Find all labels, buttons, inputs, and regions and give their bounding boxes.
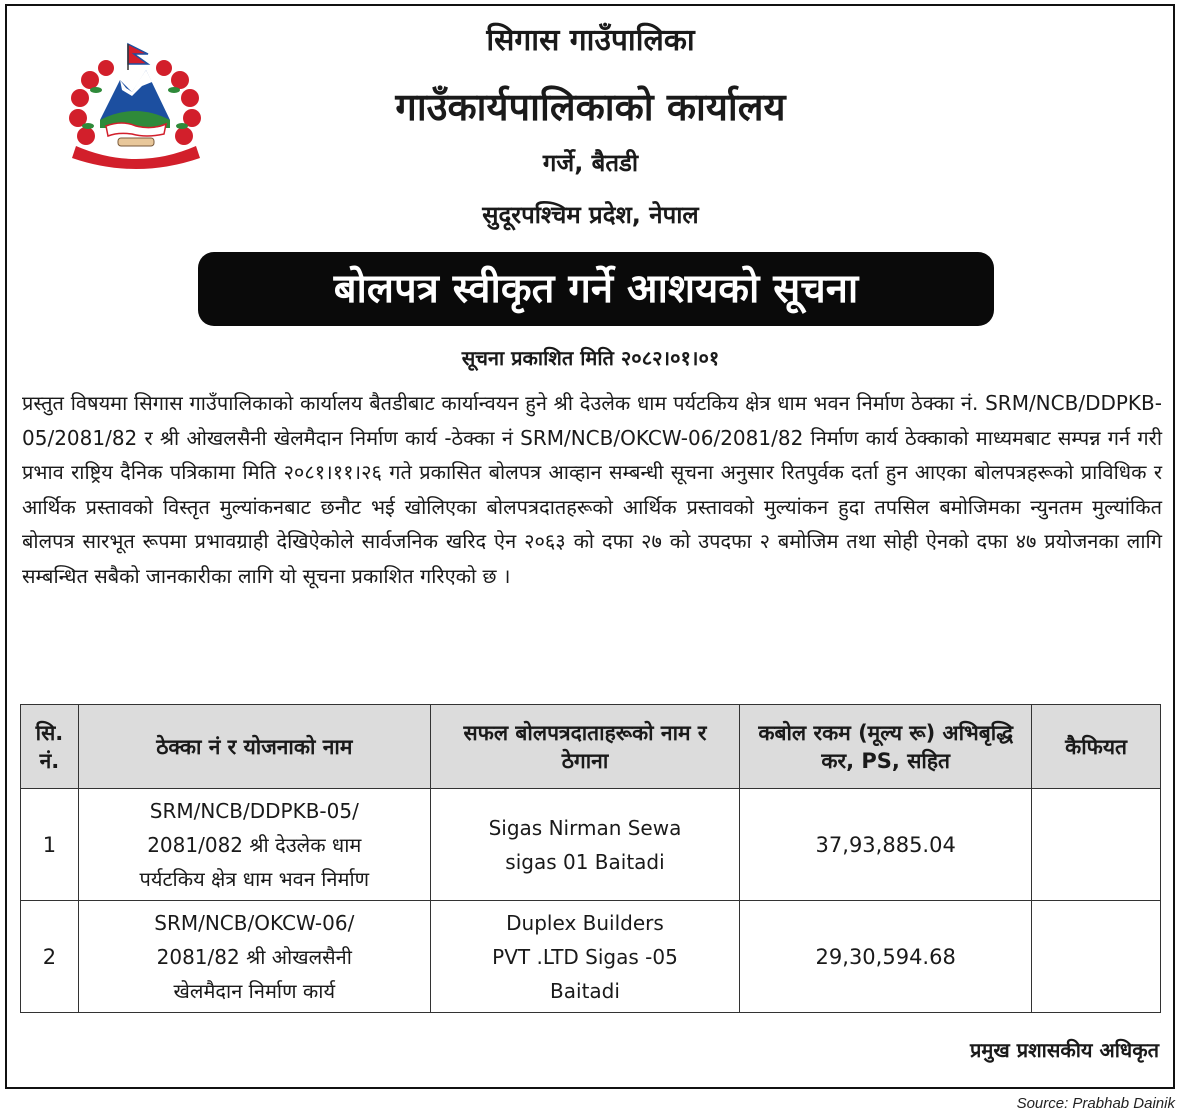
contract-line: पर्यटकिय क्षेत्र धाम भवन निर्माण	[139, 866, 370, 891]
bidder-line: Duplex Builders	[506, 910, 664, 935]
department-name: गाउँकार्यपालिकाको कार्यालय	[395, 85, 786, 129]
contract-line: खेलमैदान निर्माण कार्य	[173, 978, 336, 1003]
bidder-line: Baitadi	[550, 978, 620, 1003]
contract-line: SRM/NCB/OKCW-06/	[154, 910, 355, 935]
header-amount: कबोल रकम (मूल्य रू) अभिबृद्धि कर, PS, सहित	[740, 705, 1032, 789]
contract-line: 2081/082 श्री देउलेक धाम	[147, 832, 362, 857]
bidder-line: PVT .LTD Sigas -05	[492, 944, 678, 969]
bidder-line: Sigas Nirman Sewa	[488, 815, 682, 840]
contract-line: SRM/NCB/DDPKB-05/	[149, 798, 359, 823]
row-sn: 2	[21, 901, 79, 1013]
row-contract	[78, 901, 430, 1013]
source-credit: Source: Prabhab Dainik	[1016, 1095, 1175, 1112]
publication-date: सूचना प्रकाशित मिति २०८२।०१।०१	[461, 346, 720, 370]
signatory-title: प्रमुख प्रशासकीय अधिकृत	[970, 1038, 1159, 1062]
header-bidder: सफल बोलपत्रदाताहरूको नाम र ठेगाना	[430, 705, 740, 789]
header-contract: ठेक्का नं र योजनाको नाम	[78, 705, 430, 789]
address-line-1: गर्जे, बैतडी	[542, 149, 639, 177]
table-header-row	[21, 705, 1161, 789]
row-contract	[78, 789, 430, 901]
notice-body: प्रस्तुत विषयमा सिगास गाउँपालिकाको कार्यालय बैतडीबाट कार्यान्वयन हुने श्री देउलेक धाम पर्यटकिय क्षेत्र धाम भवन निर्माण ठेक्का नं. SRM/NCB/DDPKB-05/2081/82 र श्री ओखलसैनी खेलमैदान निर्माण कार्य -ठेक्का नं SRM/NCB/OKCW-06/2081/82 निर्माण कार्य ठेक्काको माध्यमबाट सम्पन्न गर्न गरी प्रभाव राष्ट्रिय दैनिक पत्रिकामा मिति २०८१।११।२६ गते प्रकासित बोलपत्र आव्हान सम्बन्धी सूचना अनुसार रितपुर्वक दर्ता हुन आएका बोलपत्रहरूको प्राविधिक र आर्थिक प्रस्तावको विस्तृत मुल्यांकनबाट छनौट भई खोलिएका बोलपत्रदातहरूको आर्थिक प्रस्तावको मुल्यांकन हुदा तपसिल बमोजिमका न्युनतम मुल्यांकित बोलपत्र सारभूत रूपमा प्रभावग्राही देखिऐकोले सार्वजनिक खरिद ऐन २०६३ को दफा २७ को उपदफा २ बमोजिम तथा सोही ऐनको दफा ४७ प्रयोजनका लागि सम्बन्धित सबैको जानकारीका लागि यो सूचना प्रकाशित गरिएको छ ।	[22, 391, 1162, 588]
office-name: सिगास गाउँपालिका	[486, 23, 695, 58]
row-amount: 29,30,594.68	[740, 901, 1032, 1013]
notice-title: बोलपत्र स्वीकृत गर्ने आशयको सूचना	[198, 252, 994, 326]
header-sn: सि. नं.	[21, 705, 79, 789]
row-remarks	[1032, 901, 1161, 1013]
tender-table	[20, 704, 1161, 1013]
row-bidder	[430, 789, 740, 901]
header-remarks: कैफियत	[1032, 705, 1161, 789]
table-row	[21, 901, 1161, 1013]
row-remarks	[1032, 789, 1161, 901]
row-amount: 37,93,885.04	[740, 789, 1032, 901]
row-bidder	[430, 901, 740, 1013]
address-line-2: सुदूरपश्चिम प्रदेश, नेपाल	[482, 201, 699, 229]
contract-line: 2081/82 श्री ओखलसैनी	[156, 944, 352, 969]
bidder-line: sigas 01 Baitadi	[505, 849, 665, 874]
table-row	[21, 789, 1161, 901]
row-sn: 1	[21, 789, 79, 901]
